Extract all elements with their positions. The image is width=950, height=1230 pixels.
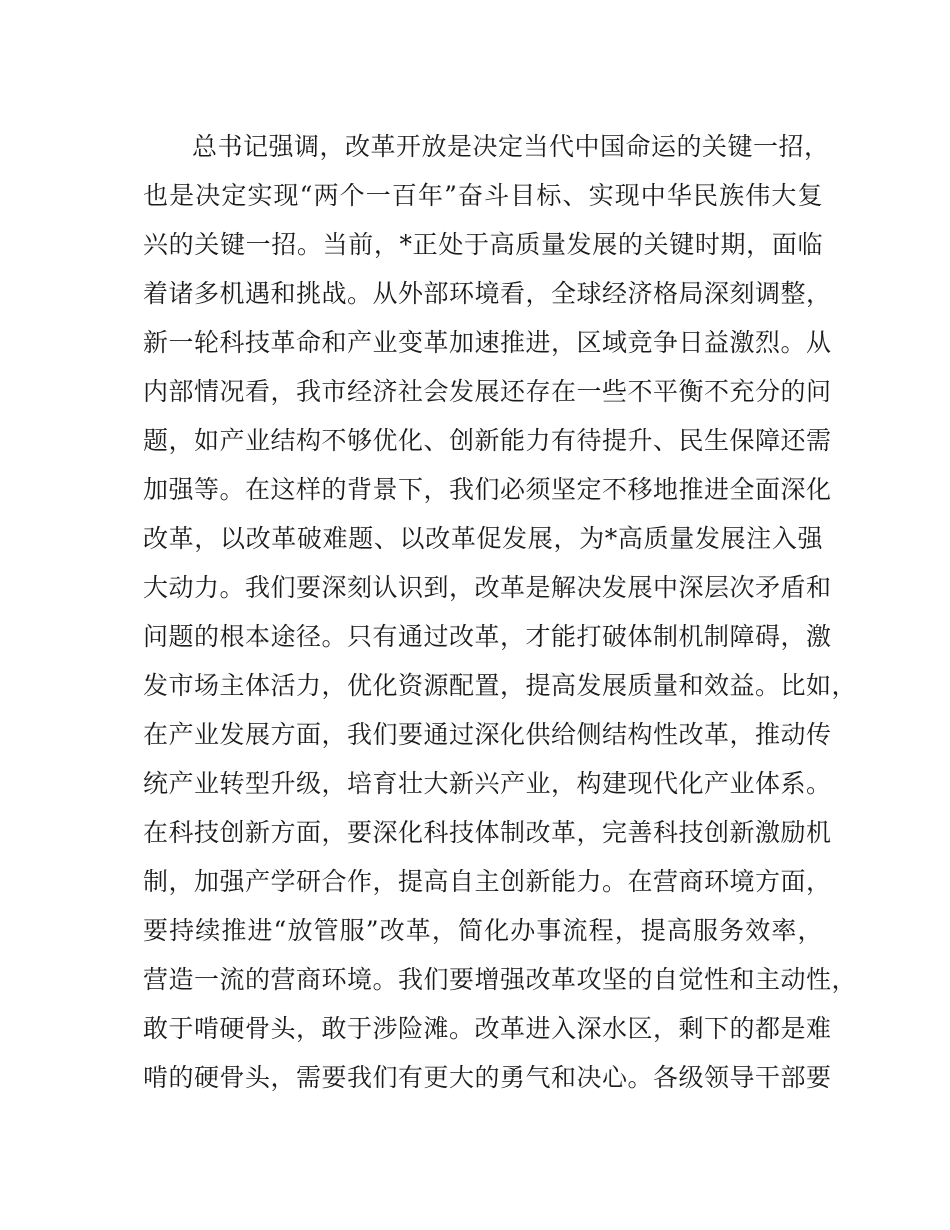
text-line-5: 新一轮科技革命和产业变革加速推进，区域竞争日益激烈。从 xyxy=(143,328,832,357)
text-line-4: 着诸多机遇和挑战。从外部环境看，全球经济格局深刻调整， xyxy=(143,279,832,308)
text-line-15: 在科技创新方面，要深化科技体制改革，完善科技创新激励机 xyxy=(143,818,832,847)
text-line-11: 问题的根本途径。只有通过改革，才能打破体制机制障碍，激 xyxy=(143,622,832,651)
text-line-3: 兴的关键一招。当前，*正处于高质量发展的关键时期，面临 xyxy=(143,230,823,259)
text-line-1: 总书记强调，改革开放是决定当代中国命运的关键一招， xyxy=(192,132,830,161)
text-line-18: 营造一流的营商环境。我们要增强改革攻坚的自觉性和主动性， xyxy=(143,965,858,994)
text-line-16: 制，加强产学研合作，提高自主创新能力。在营商环境方面， xyxy=(143,867,832,896)
text-line-9: 改革，以改革破难题、以改革促发展，为*高质量发展注入强 xyxy=(143,524,823,553)
text-line-10: 大动力。我们要深刻认识到，改革是解决发展中深层次矛盾和 xyxy=(143,573,832,602)
text-line-6: 内部情况看，我市经济社会发展还存在一些不平衡不充分的问 xyxy=(143,377,832,406)
text-line-13: 在产业发展方面，我们要通过深化供给侧结构性改革，推动传 xyxy=(143,720,832,749)
text-line-8: 加强等。在这样的背景下，我们必须坚定不移地推进全面深化 xyxy=(143,475,832,504)
text-line-19: 敢于啃硬骨头，敢于涉险滩。改革进入深水区，剩下的都是难 xyxy=(143,1014,832,1043)
body-paragraph xyxy=(143,122,858,1102)
text-line-7: 题，如产业结构不够优化、创新能力有待提升、民生保障还需 xyxy=(143,426,832,455)
text-line-17: 要持续推进“放管服”改革，简化办事流程，提高服务效率， xyxy=(143,916,823,945)
text-line-14: 统产业转型升级，培育壮大新兴产业，构建现代化产业体系。 xyxy=(143,769,832,798)
text-line-20: 啃的硬骨头，需要我们有更大的勇气和决心。各级领导干部要 xyxy=(143,1063,832,1092)
text-line-2: 也是决定实现“两个一百年”奋斗目标、实现中华民族伟大复 xyxy=(143,181,823,210)
text-line-12: 发市场主体活力，优化资源配置，提高发展质量和效益。比如， xyxy=(143,671,858,700)
